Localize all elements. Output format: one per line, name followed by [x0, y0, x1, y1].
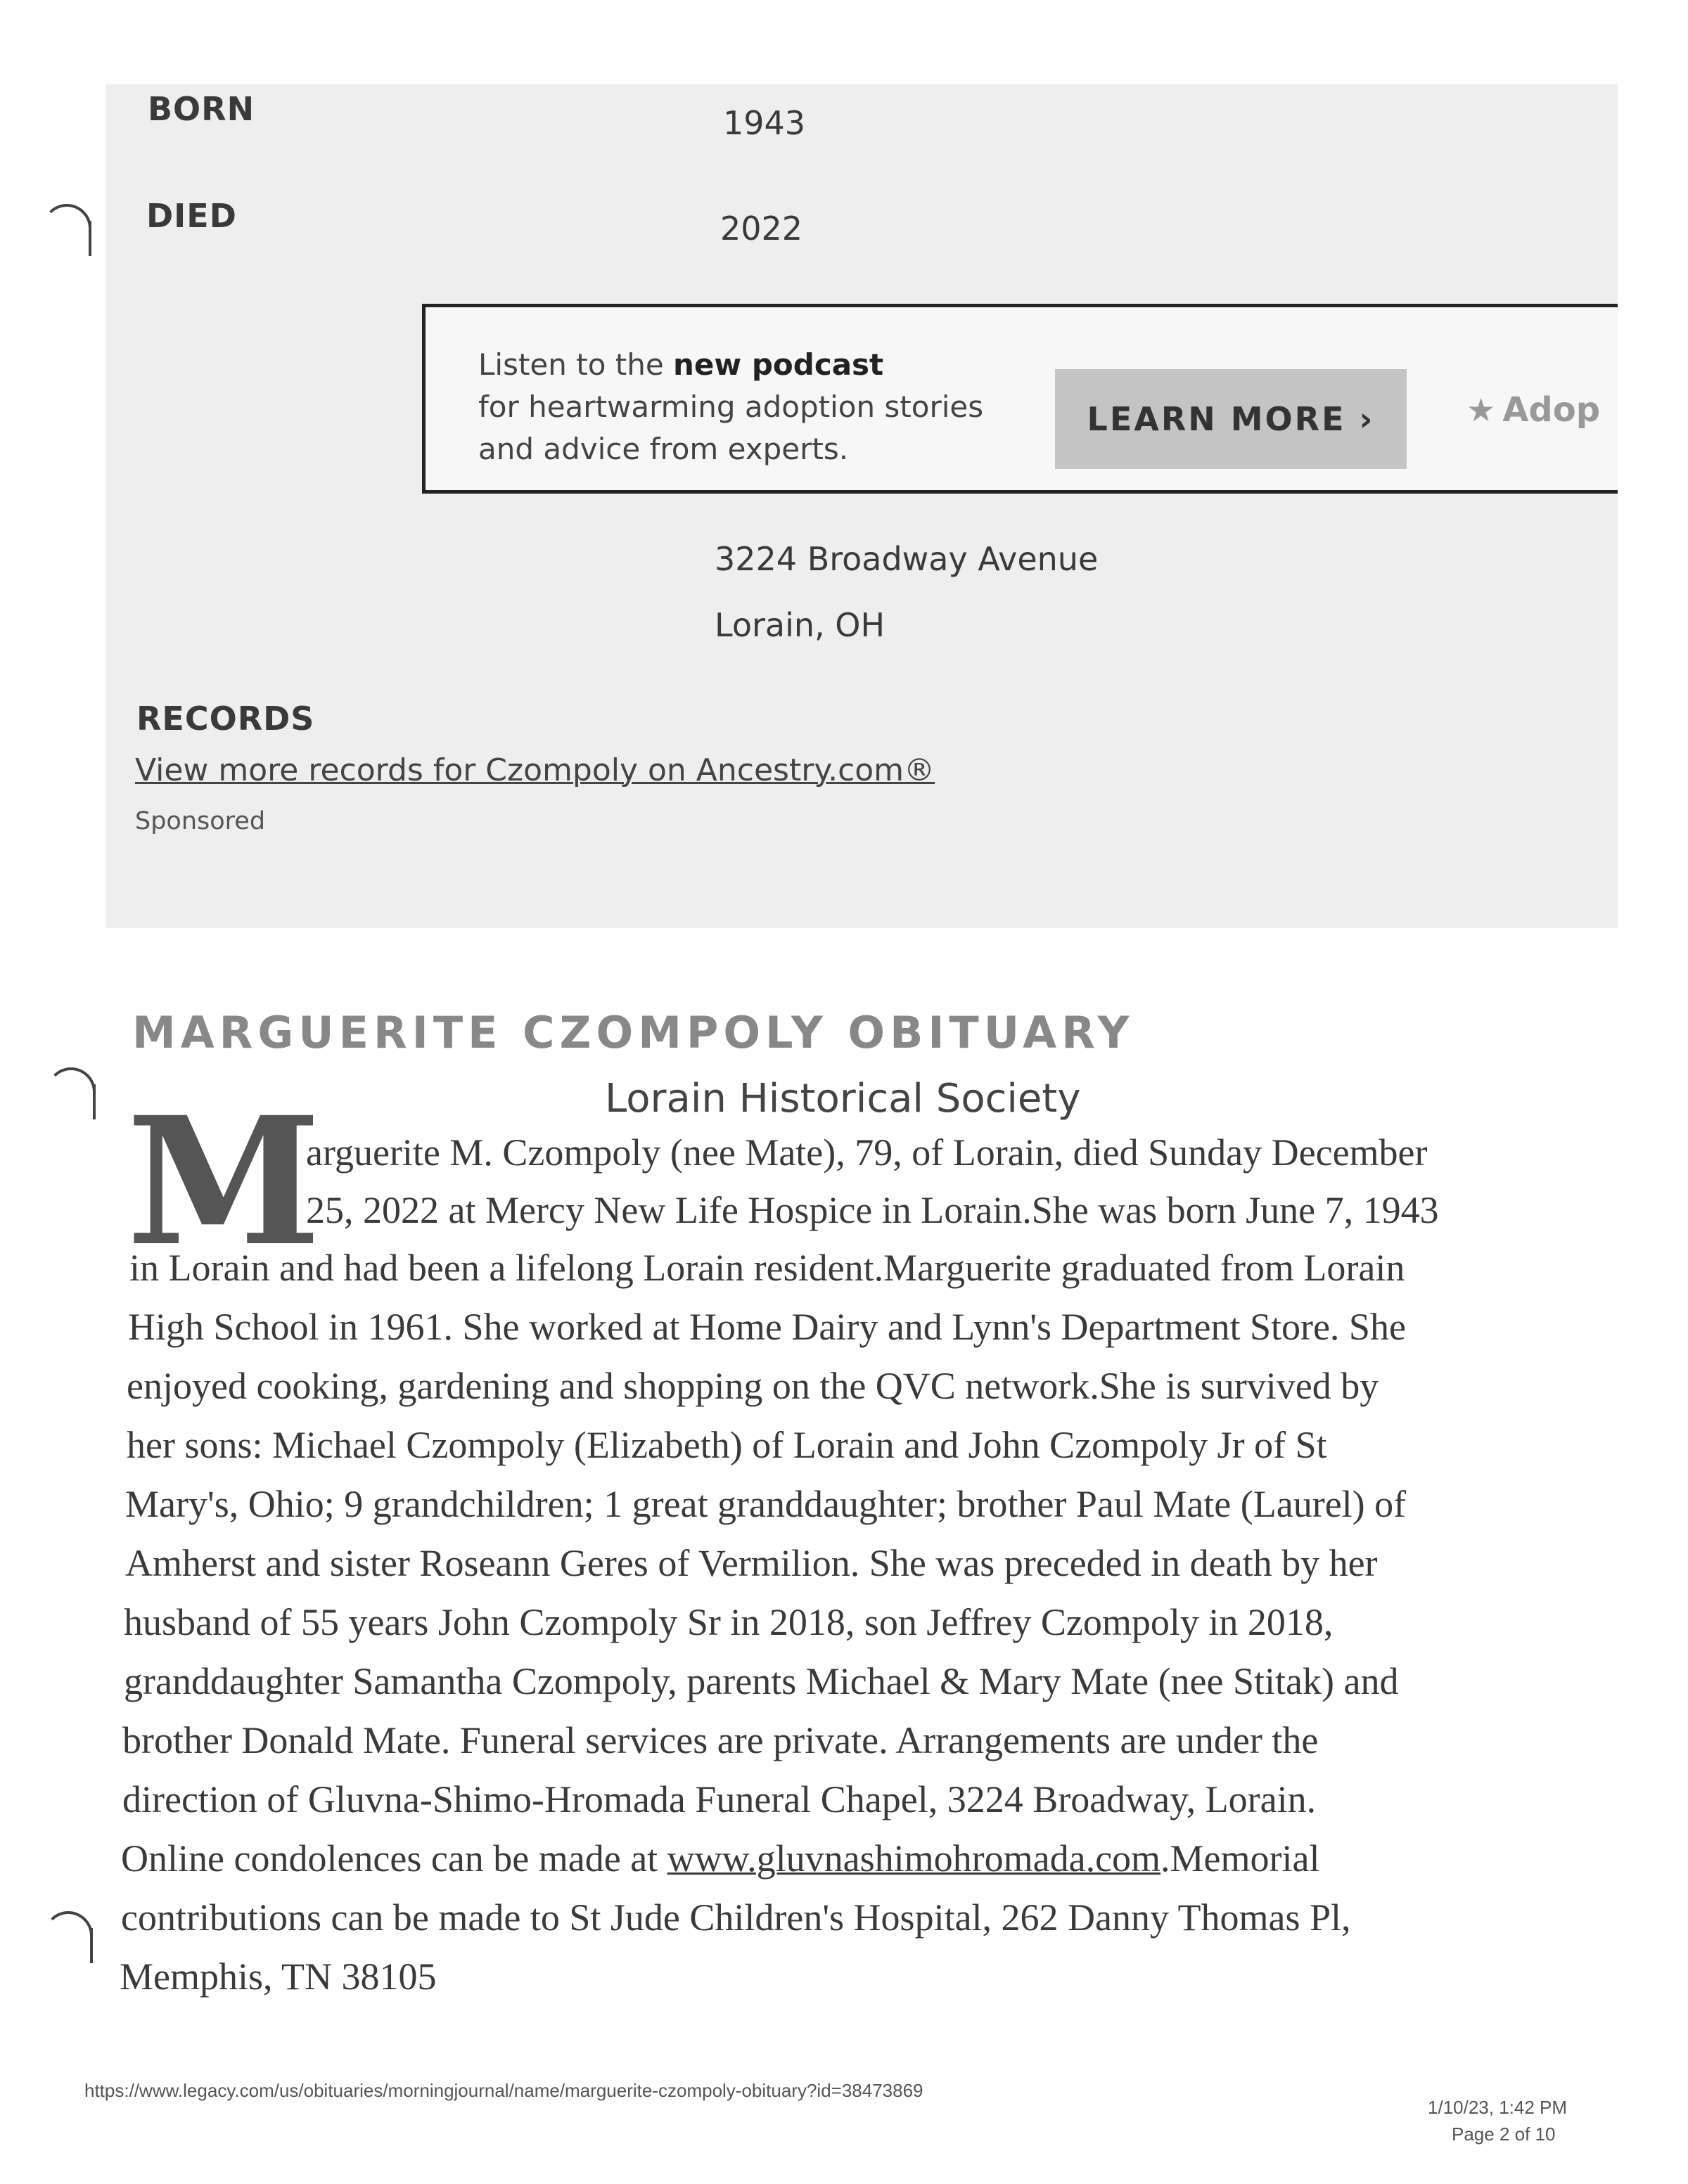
obituary-line: brother Donald Mate. Funeral services are private. Arrangements are under the [122, 1719, 1319, 1761]
info-panel [106, 84, 1618, 928]
died-label: DIED [146, 197, 237, 235]
ad-line2: for heartwarming adoption stories [478, 390, 984, 424]
obituary-title: MARGUERITE CZOMPOLY OBITUARY [132, 1007, 1134, 1058]
obituary-line: arguerite M. Czompoly (nee Mate), 79, of Lorain, died Sunday December [306, 1131, 1428, 1174]
footer-date: 1/10/23, 1:42 PM [1428, 2097, 1568, 2118]
obituary-line: granddaughter Samantha Czompoly, parents Michael & Mary Mate (nee Stitak) and [124, 1660, 1399, 1702]
obituary-line: Amherst and sister Roseann Geres of Vermilion. She was preceded in death by her [125, 1542, 1378, 1584]
drop-cap: M [127, 1078, 321, 1285]
records-label: RECORDS [136, 700, 315, 738]
ad-text [478, 344, 983, 470]
ad-line1-bold: new podcast [673, 347, 884, 382]
obituary-line: contributions can be made to St Jude Children's Hospital, 262 Danny Thomas Pl, [121, 1896, 1351, 1939]
obituary-line: High School in 1961. She worked at Home Dairy and Lynn's Department Store. She [128, 1306, 1406, 1348]
obituary-line: her sons: Michael Czompoly (Elizabeth) of Lorain and John Czompoly Jr of St [127, 1424, 1327, 1466]
punch-hole-mark-icon [46, 1067, 96, 1110]
podcast-ad-banner[interactable] [422, 304, 1618, 494]
punch-hole-mark-icon [44, 1911, 93, 1953]
obituary-line: direction of Gluvna-Shimo-Hromada Funeral Chapel, 3224 Broadway, Lorain. [122, 1778, 1317, 1820]
condolence-prefix: Online condolences can be made at [121, 1837, 667, 1880]
footer-url: https://www.legacy.com/us/obituaries/morningjournal/name/marguerite-czompoly-obituary?id=38473869 [84, 2080, 923, 2101]
sponsored-label: Sponsored [135, 807, 266, 835]
footer-page-number: Page 2 of 10 [1452, 2124, 1556, 2145]
address-line2: Lorain, OH [715, 606, 885, 644]
obituary-line: in Lorain and had been a lifelong Lorain resident.Marguerite graduated from Lorain [129, 1247, 1405, 1289]
ad-line3: and advice from experts. [478, 432, 849, 466]
born-label: BORN [148, 90, 255, 128]
adoption-logo [1466, 390, 1621, 430]
funeral-home-link[interactable]: www.gluvnashimohromada.com [667, 1837, 1161, 1880]
condolence-suffix: .Memorial [1160, 1837, 1320, 1880]
obituary-line: Mary's, Ohio; 9 grandchildren; 1 great granddaughter; brother Paul Mate (Laurel) of [125, 1483, 1407, 1525]
condolence-line [121, 1837, 1320, 1880]
ad-logo-text: Adop [1502, 390, 1601, 430]
obituary-line: enjoyed cooking, gardening and shopping on the QVC network.She is survived by [127, 1365, 1379, 1407]
ancestry-records-link[interactable]: View more records for Czompoly on Ancestry.com® [135, 752, 935, 788]
learn-more-button[interactable]: LEARN MORE › [1055, 369, 1407, 469]
obituary-line: husband of 55 years John Czompoly Sr in 2018, son Jeffrey Czompoly in 2018, [124, 1601, 1334, 1643]
obituary-line: 25, 2022 at Mercy New Life Hospice in Lorain.She was born June 7, 1943 [306, 1189, 1439, 1231]
address-line1: 3224 Broadway Avenue [715, 540, 1099, 578]
ad-line1-prefix: Listen to the [478, 347, 674, 382]
died-value: 2022 [720, 210, 803, 248]
adoption-star-icon: ★ [1466, 391, 1496, 429]
punch-hole-mark-icon [42, 204, 91, 246]
obituary-line: Memphis, TN 38105 [120, 1955, 437, 1998]
born-value: 1943 [723, 104, 806, 142]
society-stamp: Lorain Historical Society [605, 1076, 1081, 1122]
